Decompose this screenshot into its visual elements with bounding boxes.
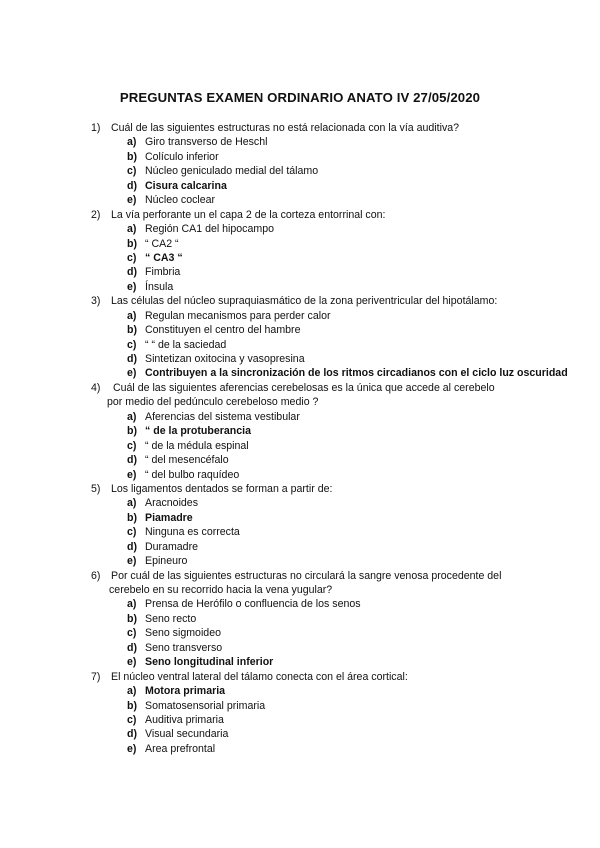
option-letter: d) [127,353,137,365]
answer-option [0,265,600,279]
option-letter: e) [127,555,137,568]
option-text: “ del mesencéfalo [145,454,229,467]
question-line [0,381,600,395]
option-text: Aferencias del sistema vestibular [145,410,300,423]
option-text: Auditiva primaria [145,713,224,726]
option-letter: e) [127,367,137,380]
answer-option [0,612,600,626]
answer-option-correct [0,511,600,525]
option-letter: a) [127,309,137,322]
option-text: Prensa de Herófilo o confluencia de los senos [145,598,361,611]
question-number: 7) [91,670,101,683]
option-text: Fimbria [145,266,181,279]
option-letter: a) [127,223,137,236]
answer-option [0,352,600,366]
answer-option [0,280,600,294]
answer-option [0,338,600,352]
option-text: Cisura calcarina [145,179,227,192]
answer-option-correct [0,366,600,380]
answer-option [0,713,600,727]
option-text: Giro transverso de Heschl [145,136,268,149]
answer-option-correct [0,684,600,698]
option-letter: a) [127,136,137,149]
option-letter: c) [127,165,137,178]
question-number: 5) [91,482,101,495]
answer-option [0,641,600,655]
option-text: Ínsula [145,280,174,293]
option-text: “ CA2 “ [145,237,179,250]
option-letter: b) [127,699,137,712]
answer-option-correct [0,655,600,669]
answer-option [0,540,600,554]
question-text: por medio del pedúnculo cerebeloso medio ? [107,396,319,409]
option-letter: c) [127,713,137,726]
option-text: Seno transverso [145,641,223,654]
question-number: 1) [91,122,101,134]
option-letter: e) [127,468,137,481]
question-text: El núcleo ventral lateral del tálamo conecta con el área cortical: [111,670,408,683]
option-letter: b) [127,612,137,625]
option-text: “ CA3 “ [145,251,183,264]
option-letter: d) [127,266,137,279]
option-letter: b) [127,324,137,337]
option-text: “ de la médula espinal [145,439,249,452]
option-text: Seno recto [145,612,197,625]
option-letter: b) [127,237,137,250]
option-text: Seno longitudinal inferior [145,656,274,669]
question-text: Por cuál de las siguientes estructuras no circulará la sangre venosa procedente del [111,569,502,582]
option-text: Contribuyen a la sincronización de los ritmos circadianos con el ciclo luz oscuridad [145,367,568,380]
option-letter: d) [127,641,137,654]
option-text: “ “ de la saciedad [145,338,227,351]
option-letter: a) [127,410,137,423]
answer-option [0,468,600,482]
answer-option [0,439,600,453]
option-text: Visual secundaria [145,728,229,741]
question-list [0,121,600,756]
question-text: Las células del núcleo supraquiasmático de la zona periventricular del hipotálamo: [111,295,498,308]
option-text: Seno sigmoideo [145,627,221,640]
question-line [0,395,600,409]
answer-option [0,496,600,510]
option-text: Epineuro [145,555,188,568]
question-line [0,208,600,222]
option-letter: d) [127,540,137,553]
option-letter: c) [127,627,137,640]
option-letter: d) [127,728,137,741]
page-title: PREGUNTAS EXAMEN ORDINARIO ANATO IV 27/05/2020 [119,90,481,105]
option-text: Somatosensorial primaria [145,699,266,712]
question-line [0,482,600,496]
answer-option [0,323,600,337]
question-text: La vía perforante un el capa 2 de la corteza entorrinal con: [111,208,386,221]
option-text: Núcleo coclear [145,194,216,207]
question-line [0,569,600,583]
option-text: Sintetizan oxitocina y vasopresina [145,353,305,365]
question-text: cerebelo en su recorrido hacia la vena yugular? [109,584,333,596]
answer-option [0,453,600,467]
question-number: 3) [91,295,101,308]
option-text: Constituyen el centro del hambre [145,324,301,337]
option-letter: a) [127,685,137,698]
option-letter: e) [127,280,137,293]
option-text: Duramadre [145,540,198,553]
answer-option [0,742,600,756]
option-text: “ del bulbo raquídeo [145,468,240,481]
option-letter: b) [127,511,137,524]
answer-option [0,410,600,424]
answer-option [0,554,600,568]
answer-option-correct [0,424,600,438]
option-letter: c) [127,526,137,539]
answer-option-correct [0,251,600,265]
question-line [0,294,600,308]
option-text: Región CA1 del hipocampo [145,223,274,236]
option-text: Colículo inferior [145,150,219,163]
option-text: Motora primaria [145,685,226,698]
option-letter: c) [127,338,137,351]
question-number: 4) [91,381,101,394]
option-text: Núcleo geniculado medial del tálamo [145,165,319,178]
answer-option-correct [0,179,600,193]
option-letter: d) [127,179,137,192]
question-line [0,121,600,135]
option-letter: e) [127,656,137,669]
answer-option [0,135,600,149]
option-text: Regulan mecanismos para perder calor [145,309,331,322]
option-letter: b) [127,150,137,163]
answer-option [0,309,600,323]
question-text: Cuál de las siguientes aferencias cerebelosas es la única que accede al cerebelo [113,381,495,394]
answer-option [0,699,600,713]
answer-option [0,222,600,236]
question-number: 2) [91,208,101,221]
option-letter: b) [127,425,137,438]
question-line [0,670,600,684]
answer-option [0,597,600,611]
option-letter: c) [127,251,137,264]
option-text: Aracnoides [145,497,198,510]
option-letter: a) [127,497,137,510]
answer-option [0,237,600,251]
answer-option [0,525,600,539]
question-text: Los ligamentos dentados se forman a partir de: [111,482,333,495]
answer-option [0,164,600,178]
option-text: Area prefrontal [145,742,216,755]
answer-option [0,626,600,640]
option-text: “ de la protuberancia [145,425,251,438]
question-line [0,583,600,597]
answer-option [0,727,600,741]
option-letter: e) [127,194,137,207]
option-letter: e) [127,742,137,755]
option-letter: d) [127,454,137,467]
answer-option [0,150,600,164]
option-letter: c) [127,439,137,452]
answer-option [0,193,600,207]
question-number: 6) [91,569,101,582]
option-text: Piamadre [145,511,193,524]
option-letter: a) [127,598,137,611]
option-text: Ninguna es correcta [145,526,240,539]
question-text: Cuál de las siguientes estructuras no está relacionada con la vía auditiva? [111,122,460,134]
